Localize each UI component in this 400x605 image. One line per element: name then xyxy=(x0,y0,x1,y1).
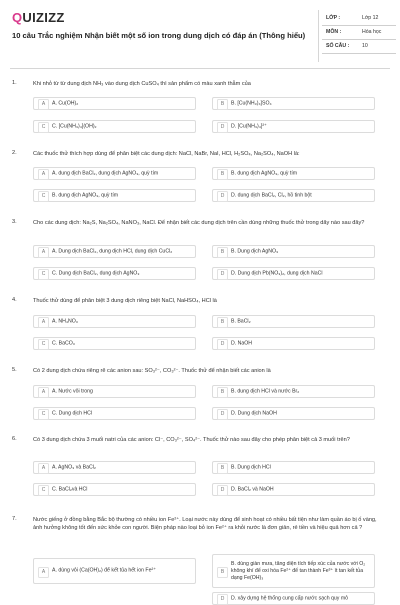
option-letter: C xyxy=(38,485,49,496)
meta-underline xyxy=(322,53,396,54)
option-text: B. dung dịch HCl và nước Br₂ xyxy=(231,388,300,395)
meta-value: Lớp 12 xyxy=(362,15,379,21)
option-letter: A xyxy=(38,247,49,258)
option-text: D. NaOH xyxy=(231,340,253,347)
option-c[interactable] xyxy=(33,483,196,496)
option-text: B. Dung dịch HCl xyxy=(231,464,271,471)
option-text: C. [Cu(NH₃)₄](OH)₂ xyxy=(52,123,97,130)
option-text: A. Nước vôi trong xyxy=(52,388,93,395)
page-title: 10 câu Trắc nghiệm Nhận biết một số ion trong dung dịch có đáp án (Thông hiểu) xyxy=(12,31,306,40)
option-text: A. Dung dịch BaCl₂, dung dịch HCl, dung dịch CuCl₂ xyxy=(52,248,173,255)
option-d[interactable] xyxy=(212,592,375,605)
option-text: B. dung dịch AgNO₃, quỳ tím xyxy=(52,192,119,199)
meta-underline xyxy=(322,39,396,40)
option-text: C. Dung dịch BaCl₂, dung dịch AgNO₃ xyxy=(52,270,140,277)
meta-row-subject xyxy=(318,28,400,42)
question-text: Nước giếng ở đồng bằng Bắc bộ thường có nhiều ion Fe²⁺. Loại nước này dùng để sinh hoạt có nhiều bất tiện như làm quần áo bị ố vàng, ảnh hưởng không tốt đến sức khỏe con người. Biện pháp nào loại bỏ ion Fe²⁺ ra khỏi nước là đơn giản, rẻ tiền và hiệu quả hơn cả ? xyxy=(33,517,377,532)
meta-row-count xyxy=(318,42,400,56)
option-letter: A xyxy=(38,317,49,328)
option-d[interactable] xyxy=(212,337,375,350)
option-text: D. [Cu(NH₃)₄]²⁺ xyxy=(231,123,267,130)
option-letter: C xyxy=(38,409,49,420)
option-d[interactable] xyxy=(212,483,375,496)
meta-label: MÔN : xyxy=(326,29,342,35)
option-text: B. BaCl₂ xyxy=(231,318,251,325)
option-letter: B xyxy=(217,317,228,328)
question-number: 3. xyxy=(12,219,17,225)
meta-row-grade xyxy=(318,14,400,28)
option-text: B. Dung dịch AgNO₃ xyxy=(231,248,279,255)
option-letter: B xyxy=(217,567,228,578)
option-b[interactable] xyxy=(212,245,375,258)
worksheet-header xyxy=(0,0,400,68)
option-letter: C xyxy=(38,339,49,350)
option-letter: B xyxy=(217,387,228,398)
option-letter: C xyxy=(38,122,49,133)
option-b[interactable] xyxy=(212,461,375,474)
option-b[interactable] xyxy=(212,167,375,180)
option-d[interactable] xyxy=(212,407,375,420)
option-text: B. dung dịch AgNO₃, quỳ tím xyxy=(231,170,298,177)
option-text: D. xây dựng hệ thống cung cấp nước sạch quy mô xyxy=(231,595,349,602)
option-text: D. dung dịch BaCl₂, Cl₂, hồ tinh bột xyxy=(231,192,312,199)
option-b[interactable] xyxy=(212,554,375,588)
question-number: 2. xyxy=(12,150,17,156)
question-number: 4. xyxy=(12,297,17,303)
option-letter: D xyxy=(217,594,228,605)
option-letter: C xyxy=(38,191,49,202)
option-d[interactable] xyxy=(212,189,375,202)
option-text: D. Dung dịch Pb(NO₃)₂, dung dịch NaCl xyxy=(231,270,323,277)
option-letter: D xyxy=(217,122,228,133)
question-text: Có 2 dung dịch chứa riêng rẽ các anion sau: SO₃²⁻, CO₃²⁻. Thuốc thử để nhận biết các anion là xyxy=(33,368,271,374)
question-text: Cho các dung dịch: Na₂S, Na₂SO₄, NaNO₃, NaCl. Để nhận biết các dung dịch trên cần dùng những thuốc thử trong dãy nào sau đây? xyxy=(33,220,365,226)
question-text: Có 3 dung dịch chứa 3 muối natri của các anion: Cl⁻, CO₃²⁻, SO₄²⁻. Thuốc thử nào sau đây cho phép phân biệt cả 3 muối trên? xyxy=(33,437,350,443)
quizizz-logo: QUIZIZZ xyxy=(12,10,65,25)
option-text: D. Dung dịch NaOH xyxy=(231,410,277,417)
option-b[interactable] xyxy=(212,385,375,398)
option-text: C. Dung dịch HCl xyxy=(52,410,93,417)
option-letter: B xyxy=(217,99,228,110)
meta-value: Hóa học xyxy=(362,29,382,35)
option-letter: D xyxy=(217,485,228,496)
meta-label: SỐ CÂU : xyxy=(326,43,350,49)
option-letter: B xyxy=(217,169,228,180)
option-text: A. dùng vôi (Ca(OH)₂) để kết tủa hết ion Fe²⁺ xyxy=(52,567,156,574)
option-letter: D xyxy=(217,409,228,420)
option-letter: C xyxy=(38,269,49,280)
meta-label: LỚP : xyxy=(326,15,341,21)
option-c[interactable] xyxy=(33,267,196,280)
option-c[interactable] xyxy=(33,407,196,420)
option-letter: A xyxy=(38,463,49,474)
option-text: B. dùng giàn mưa, tăng diện tích tiếp xúc của nước với O₂ không khí để oxi hóa Fe²⁺ để tan thành Fe³⁺ ít tan kết tủa dạng Fe(OH)₃ xyxy=(231,560,366,581)
option-a[interactable] xyxy=(33,245,196,258)
option-letter: B xyxy=(217,247,228,258)
option-b[interactable] xyxy=(212,315,375,328)
option-a[interactable] xyxy=(33,461,196,474)
option-text: B. [Cu(NH₃)₄]SO₄ xyxy=(231,100,272,107)
option-letter: D xyxy=(217,339,228,350)
question-number: 1. xyxy=(12,80,17,86)
header-divider xyxy=(10,68,390,69)
option-letter: A xyxy=(38,387,49,398)
question-number: 7. xyxy=(12,516,17,522)
question-text: Khi nhỏ từ từ dung dịch NH₃ vào dung dịch CuSO₄ thì sản phẩm có màu xanh thẫm của xyxy=(33,81,251,87)
option-c[interactable] xyxy=(33,189,196,202)
option-text: A. AgNO₃ và BaCl₂ xyxy=(52,464,96,471)
question-text: Thuốc thử dùng để phân biệt 3 dung dịch riêng biệt NaCl, NaHSO₄, HCl là xyxy=(33,298,217,304)
option-a[interactable] xyxy=(33,315,196,328)
meta-value: 10 xyxy=(362,43,368,49)
question-number: 5. xyxy=(12,367,17,373)
option-a[interactable] xyxy=(33,385,196,398)
option-letter: B xyxy=(217,463,228,474)
logo-rest: UIZIZZ xyxy=(22,10,65,25)
question-text: Các thuốc thử thích hợp dùng để phân biệt các dung dịch: NaCl, NaBr, NaI, HCl, H₂SO₄, Na₂SO₄, NaOH là: xyxy=(33,151,300,157)
option-c[interactable] xyxy=(33,337,196,350)
option-letter: A xyxy=(38,169,49,180)
option-a[interactable] xyxy=(33,97,196,110)
option-letter: D xyxy=(217,269,228,280)
option-b[interactable] xyxy=(212,97,375,110)
option-c[interactable] xyxy=(33,120,196,133)
option-d[interactable] xyxy=(212,120,375,133)
option-letter: D xyxy=(217,191,228,202)
option-a[interactable] xyxy=(33,558,196,584)
question-number: 6. xyxy=(12,436,17,442)
option-text: A. dung dịch BaCl₂, dung dịch AgNO₃, quỳ tím xyxy=(52,170,159,177)
option-letter: A xyxy=(38,567,49,578)
option-a[interactable] xyxy=(33,167,196,180)
option-letter: A xyxy=(38,99,49,110)
option-text: C. BaCl₂và HCl xyxy=(52,486,88,493)
meta-panel xyxy=(318,14,400,56)
option-text: A. NH₄NO₃ xyxy=(52,318,78,325)
option-text: A. Cu(OH)₂ xyxy=(52,100,79,107)
meta-underline xyxy=(322,25,396,26)
option-text: D. BaCl₂ và NaOH xyxy=(231,486,274,493)
option-d[interactable] xyxy=(212,267,375,280)
option-text: C. BaCO₃ xyxy=(52,340,75,347)
